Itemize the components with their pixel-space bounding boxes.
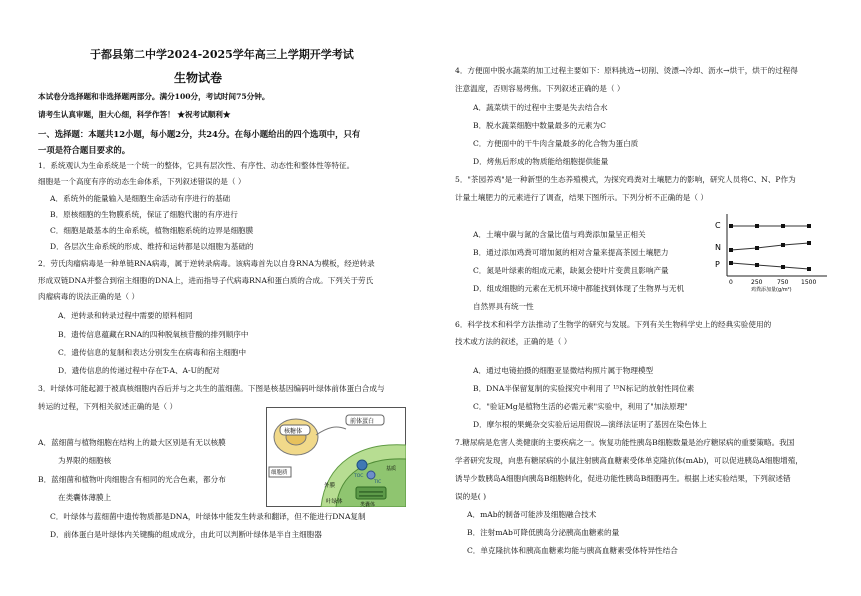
q2-stem-a: 2．劳氏肉瘤病毒是一种单链RNA病毒，属于逆转录病毒。该病毒首先以自身RNA为模板，经逆转录: [38, 259, 375, 268]
q5-x-label: 鸡粪添加量(g/m²): [751, 287, 792, 292]
q4-option-b: B．脱水蔬菜细胞中数量最多的元素为C: [473, 121, 606, 130]
q3-stem-b: 转运的过程，下列相关叙述正确的是（ ）: [38, 402, 178, 411]
tic-label: TIC: [374, 480, 382, 485]
q7-option-a: A．mAb的制备可能涉及细胞融合技术: [467, 510, 597, 519]
q5-soil-chart: [713, 210, 831, 292]
q3-chloroplast-figure: [266, 407, 406, 507]
q7-option-c: C．单克隆抗体和胰高血糖素均能与胰高血糖素受体特异性结合: [467, 546, 678, 555]
chloroplast-label: 叶绿体: [326, 499, 343, 505]
q7-option-b: B．注射mAb可降低胰岛分泌胰高血糖素的量: [467, 528, 620, 537]
q3-option-d: D．前体蛋白是叶绿体内关键酶的组成成分，由此可以判断叶绿体是半自主细胞器: [50, 530, 322, 539]
q4-stem-b: 注意温度，否则容易烤焦。下列叙述正确的是（ ）: [455, 84, 625, 93]
q3-option-a-line1: A．蓝细菌与植物细胞在结构上的最大区别是有无以核膜: [38, 438, 226, 447]
q2-option-c: C．遗传信息的复制和表达分别发生在病毒和宿主细胞中: [58, 348, 247, 357]
precursor-label: 前体蛋白: [350, 418, 375, 425]
q6-option-b: B．DNA半保留复制的实验探究中利用了 ¹⁵N标记的放射性同位素: [473, 384, 695, 393]
q2-stem-c: 肉瘤病毒的说法正确的是（ ）: [38, 292, 140, 301]
q4-option-d: D．烤焦后形成的物质能给细胞提供能量: [473, 157, 609, 166]
q1-option-c: C．细胞是最基本的生命系统，植物细胞系统的边界是细胞膜: [50, 226, 254, 235]
q1-stem-b: 细胞是一个高度有序的动态生命体系，下列叙述错误的是（ ）: [38, 177, 246, 186]
q6-option-d: D．摩尔根的果蝇杂交实验后运用假说—演绎法证明了基因在染色体上: [473, 420, 707, 429]
q2-option-d: D．遗传信息的传递过程中存在T-A、A-U的配对: [58, 366, 220, 375]
toc-label: TOC: [354, 474, 364, 479]
q5-option-d-line1: D．组成细胞的元素在无机环境中都能找到体现了生物界与无机: [473, 284, 685, 293]
section1-heading-b: 一项是符合题目要求的。: [38, 145, 131, 155]
q4-stem-a: 4．方便面中脱水蔬菜的加工过程主要如下：原料挑选→切削、烫漂→冷却、沥水→烘干，烘干的过程得: [455, 66, 798, 75]
q5-stem-a: 5．"茶园养鸡"是一种新型的生态养殖模式，为探究鸡粪对土壤肥力的影响，研究人员将C、N、P作为: [455, 175, 796, 184]
q4-option-a: A．蔬菜烘干的过程中主要是失去结合水: [473, 103, 608, 112]
tick-750: 750: [777, 279, 789, 286]
q1-stem-a: 1．系统观认为生命系统是一个统一的整体，它具有层次性、有序性、动态性和整体性等特征。: [38, 161, 355, 170]
q1-option-b: B．原核细胞的生物膜系统，保证了细胞代谢的有序进行: [50, 210, 238, 219]
q3-stem-a: 3．叶绿体可能起源于被真核细胞内吞后并与之共生的蓝细菌。下图是核基因编码叶绿体前体蛋白合成与: [38, 384, 385, 393]
q3-option-b-line1: B．蓝细菌和植物叶肉细胞含有相同的光合色素，都分布: [38, 475, 226, 484]
tick-250: 250: [751, 279, 763, 286]
q6-stem-b: 技术或方法的叙述，正确的是（ ）: [455, 337, 572, 346]
series-n-label: N: [715, 243, 721, 252]
q5-option-b: B．通过添加鸡粪可增加氮的相对含量来提高茶园土壤肥力: [473, 248, 669, 257]
q7-stem-a: 7.糖尿病是危害人类健康的主要疾病之一。恢复功能性胰岛B细胞数量是治疗糖尿病的重要策略。我国: [455, 438, 795, 447]
exam-subtitle: 生物试卷: [174, 71, 223, 85]
q3-option-a-line2: 为界限的细胞核: [58, 456, 112, 465]
instruction-line-1: 本试卷分选择题和非选择题两部分。满分100分，考试时间75分钟。: [38, 92, 270, 101]
q2-option-a: A．逆转录和转录过程中需要的原料相同: [58, 311, 193, 320]
section1-heading-a: 一、选择题：本题共12小题，每小题2分，共24分。在每小题给出的四个选项中，只有: [38, 129, 361, 139]
cytoplasm-label: 细胞质: [271, 470, 288, 476]
series-p-line: [731, 263, 809, 269]
q6-option-a: A．通过电镜拍摄的细胞亚显微结构照片属于物理模型: [473, 366, 654, 375]
q6-option-c: C．"验证Mg是植物生活的必需元素"实验中，利用了"加法原理": [473, 402, 688, 411]
instruction-line-2: 请考生认真审题，胆大心细，科学作答！ ★祝考试顺利★: [38, 110, 231, 119]
q7-stem-d: 误的是( ): [455, 492, 487, 501]
q3-option-b-line2: 在类囊体薄膜上: [58, 493, 112, 502]
q7-stem-b: 学者研究发现，向患有糖尿病的小鼠注射胰高血糖素受体单克隆抗体(mAb)，可以促进胰岛A细胞增殖，: [455, 456, 803, 465]
q7-stem-c: 诱导少数胰岛A细胞向胰岛B细胞转化，促进功能性胰岛B细胞再生。根据上述实验结果，下列叙述错: [455, 474, 791, 483]
q6-stem-a: 6．科学技术和科学方法推动了生物学的研究与发展。下列有关生物科学史上的经典实验使用的: [455, 320, 772, 329]
q5-option-a: A．土壤中碳与氮的含量比值与鸡粪添加量呈正相关: [473, 230, 646, 239]
tick-1500: 1500: [801, 279, 817, 286]
q1-option-d: D．各层次生命系统的形成、维持和运转都是以细胞为基础的: [50, 242, 254, 251]
q1-option-a: A．系统外的能量输入是细胞生命活动有序进行的基础: [50, 194, 231, 203]
q5-option-d-line2: 自然界具有统一性: [473, 302, 534, 311]
tick-0: 0: [729, 279, 733, 286]
series-c-label: C: [715, 221, 721, 230]
series-n-line: [731, 243, 809, 250]
q4-option-c: C．方便面中的干牛肉含量最多的化合物为蛋白质: [473, 139, 639, 148]
q5-option-c: C．氮是叶绿素的组成元素，缺氮会使叶片变黄且影响产量: [473, 266, 669, 275]
q5-stem-b: 计量土壤肥力的元素进行了调查，结果下图所示。下列分析不正确的是（ ）: [455, 193, 709, 202]
series-p-label: P: [715, 260, 720, 269]
q3-option-c: C．叶绿体与蓝细菌中遗传物质都是DNA，叶绿体中能发生转录和翻译，但不能进行DNA复制: [50, 512, 366, 521]
thylakoid-label: 类囊体: [360, 502, 376, 507]
outer-membrane-label: 外膜: [324, 483, 336, 489]
exam-title: 于都县第二中学2024-2025学年高三上学期开学考试: [90, 48, 354, 61]
nucleus-label: 核糖体: [284, 428, 303, 435]
q2-option-b: B．遗传信息蕴藏在RNA的四种脱氧核苷酸的排列顺序中: [58, 330, 249, 339]
q2-stem-b: 形成双链DNA并整合到宿主细胞的DNA上，进而指导子代病毒RNA和蛋白质的合成。下列关于劳氏: [38, 276, 374, 285]
stroma-label: 基质: [386, 466, 397, 472]
